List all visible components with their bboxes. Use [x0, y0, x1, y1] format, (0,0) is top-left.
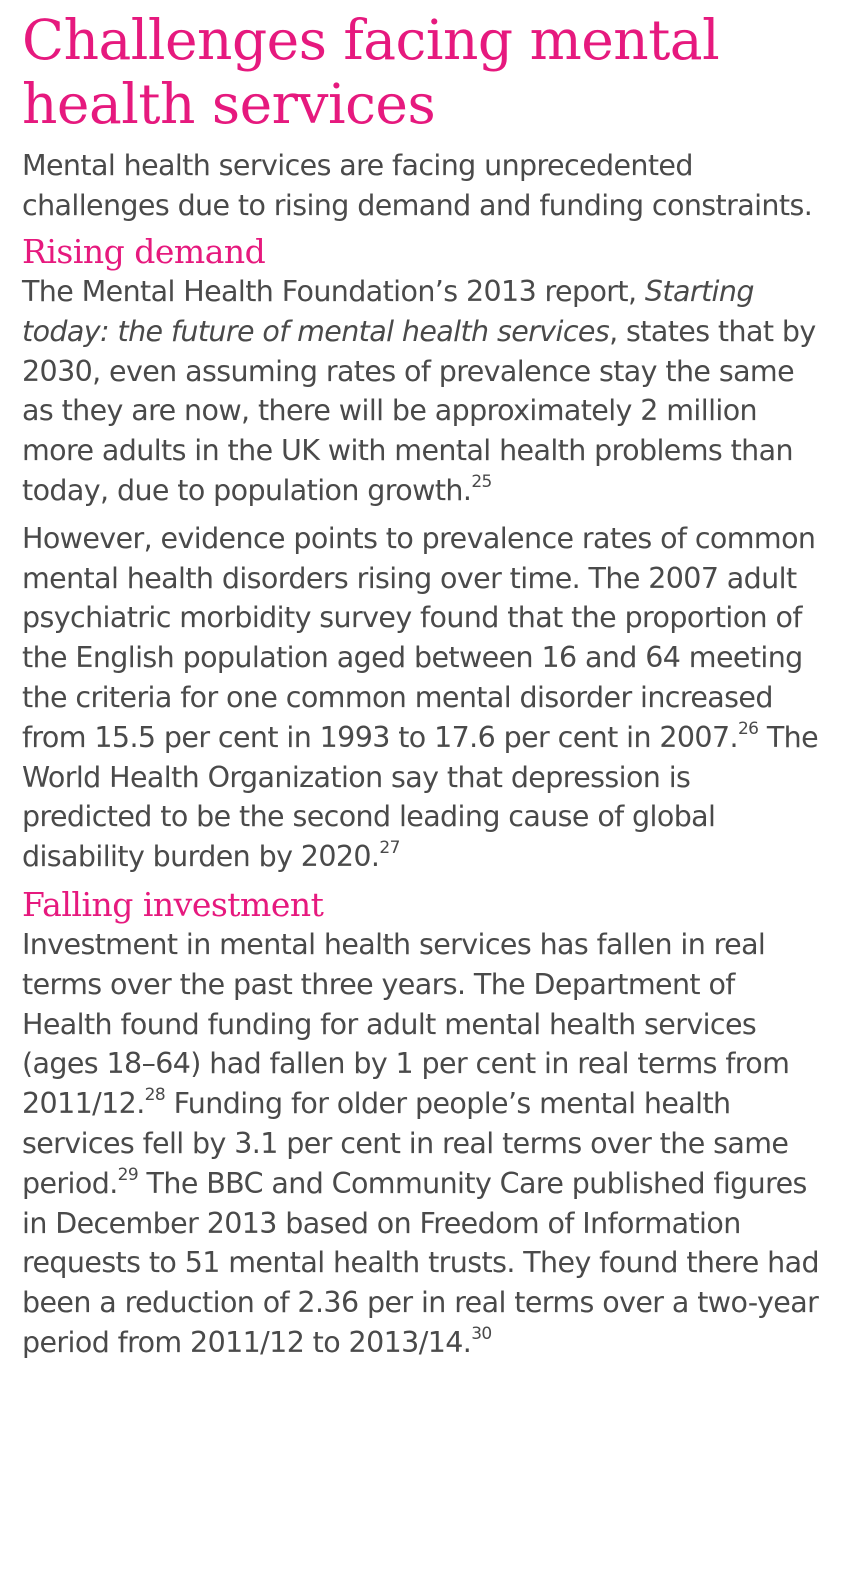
report-title: Starting today: the future of mental health services — [22, 275, 754, 348]
footnote-ref: 29 — [117, 1164, 139, 1185]
falling-investment-paragraph — [22, 925, 822, 1363]
section-heading-rising-demand: Rising demand — [22, 232, 266, 271]
footnote-ref: 27 — [379, 838, 400, 859]
document-page — [22, 8, 822, 1371]
text-run: The BBC and Community Care published figures in December 2013 based on Freedom of Information requests to 51 mental health trusts. They found there had been a reduction of 2.36 per in real terms over a two-year period from 2011/12 to 2013/14. — [22, 1166, 819, 1359]
text-run: , states that by 2030, even assuming rates of prevalence stay the same as they are now, there will be approximately 2 million more adults in the UK with mental health problems than today, due to population growth. — [22, 314, 816, 507]
page-title: Challenges facing mental health services — [22, 8, 720, 136]
footnote-ref: 26 — [737, 718, 759, 739]
intro-paragraph: Mental health services are facing unprecedented challenges due to rising demand and funding constraints. — [22, 149, 813, 222]
footnote-ref: 30 — [471, 1323, 492, 1344]
section-heading-falling-investment: Falling investment — [22, 884, 324, 924]
text-run: However, evidence points to prevalence rates of common mental health disorders rising over time. The 2007 adult psychiatric morbidity survey found that the proportion of the English population aged between 16 and 64 meeting the criteria for one common mental disorder increased from 15.5 per cent in 1993 to 17.6 per cent in 2007. — [22, 521, 816, 754]
text-run: The World Health Organization say that depression is predicted to be the second leading cause of global disability burden by 2020. — [22, 720, 819, 874]
text-run: The Mental Health Foundation’s 2013 report, — [22, 275, 645, 308]
text-run: Investment in mental health services has fallen in real terms over the past three years. The Department of Health found funding for adult mental health services (ages 18–64) had fallen by 1 per cent in real terms from 2011/12. — [22, 927, 790, 1121]
text-run: Funding for older people’s mental health services fell by 3.1 per cent in real terms over the same period. — [22, 1087, 789, 1200]
rising-demand-paragraph-2 — [22, 519, 822, 877]
footnote-ref: 25 — [471, 471, 492, 492]
rising-demand-paragraph-1 — [22, 272, 822, 511]
footnote-ref: 28 — [144, 1085, 166, 1106]
